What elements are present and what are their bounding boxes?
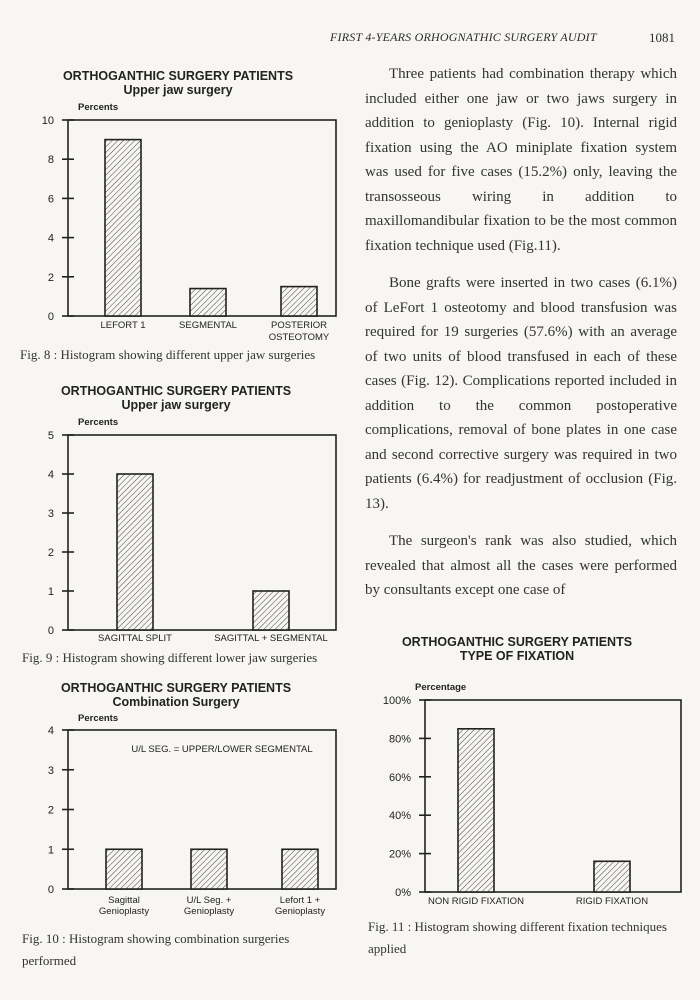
figure-11-svg bbox=[355, 628, 695, 913]
bar bbox=[191, 849, 227, 889]
y-tick-label: 80% bbox=[388, 733, 411, 746]
x-category-label: NON RIGID FIXATION bbox=[428, 896, 524, 907]
bar bbox=[282, 849, 318, 889]
y-tick-label: 5 bbox=[47, 430, 54, 442]
bar bbox=[105, 140, 141, 316]
figure-11-caption: Fig. 11 : Histogram showing different fixation techniques applied bbox=[368, 919, 667, 956]
chart-subtitle: Combination Surgery bbox=[112, 695, 240, 709]
x-category-label: SEGMENTAL bbox=[179, 320, 237, 331]
y-tick-label: 0 bbox=[47, 625, 54, 637]
x-category-label: Genioplasty bbox=[274, 906, 326, 917]
y-tick-label: 3 bbox=[47, 764, 54, 777]
bar bbox=[594, 861, 630, 892]
y-axis-label: Percents bbox=[78, 713, 119, 724]
x-category-label: SAGITTAL SPLIT bbox=[98, 633, 172, 644]
body-paragraph: The surgeon's rank was also studied, which revealed that almost all the cases were performed by consultants except one case of bbox=[365, 533, 677, 598]
x-category-label: POSTERIOR bbox=[271, 320, 327, 331]
x-category-label: OSTEOTOMY bbox=[268, 332, 330, 343]
y-tick-label: 2 bbox=[47, 271, 54, 284]
x-category-label: Lefort 1 + bbox=[279, 895, 321, 906]
bar bbox=[117, 474, 153, 630]
figure-10-svg bbox=[0, 675, 350, 920]
y-axis-label: Percents bbox=[78, 102, 119, 113]
x-category-label: Sagittal bbox=[108, 895, 140, 906]
chart-subtitle: TYPE OF FIXATION bbox=[459, 649, 575, 663]
y-axis-label: Percents bbox=[78, 417, 119, 428]
bar bbox=[253, 591, 289, 630]
y-tick-label: 100% bbox=[382, 695, 411, 707]
page-number: 1081 bbox=[649, 30, 675, 45]
figure-10-chart bbox=[0, 675, 350, 920]
y-axis-label: Percentage bbox=[415, 682, 467, 693]
y-tick-label: 10 bbox=[41, 115, 54, 127]
bar bbox=[281, 287, 317, 316]
chart-title: ORTHOGANTHIC SURGERY PATIENTS bbox=[401, 635, 633, 649]
bar bbox=[190, 289, 226, 316]
figure-10-caption: Fig. 10 : Histogram showing combination surgeries performed bbox=[22, 931, 290, 968]
y-tick-label: 2 bbox=[47, 804, 54, 817]
y-tick-label: 6 bbox=[47, 193, 54, 206]
y-tick-label: 40% bbox=[388, 810, 411, 823]
y-tick-label: 4 bbox=[47, 725, 54, 737]
bar bbox=[106, 849, 142, 889]
figure-9-caption: Fig. 9 : Histogram showing different lower jaw surgeries bbox=[22, 650, 318, 665]
figure-9-chart bbox=[0, 378, 350, 646]
y-tick-label: 60% bbox=[388, 771, 411, 784]
y-tick-label: 20% bbox=[388, 848, 411, 861]
y-tick-label: 0 bbox=[47, 884, 54, 896]
y-tick-label: 0 bbox=[47, 311, 54, 323]
figure-8-svg bbox=[0, 60, 350, 343]
figure-11-chart bbox=[355, 628, 695, 913]
x-category-label: Genioplasty bbox=[183, 906, 235, 917]
chart-title: ORTHOGANTHIC SURGERY PATIENTS bbox=[60, 384, 292, 398]
figure-8-chart bbox=[0, 60, 350, 343]
body-paragraph: Three patients had combination therapy which included either one jaw or two jaws surgery in addition to genioplasty (Fig. 10). Internal rigid fixation using the AO miniplate fixation system was used for five cases (15.2%) only, leaving the transosseous wiring in addition to maxillomandibular fixation to be the most common fixation technique used (Fig.11). bbox=[365, 66, 677, 254]
chart-title: ORTHOGANTHIC SURGERY PATIENTS bbox=[62, 69, 294, 83]
x-category-label: LEFORT 1 bbox=[100, 320, 146, 331]
body-paragraph: Bone grafts were inserted in two cases (6.1%) of LeFort 1 osteotomy and blood transfusion was required for 19 surgeries (57.6%) with an average of two units of blood transfused in each of these cases (Fig. 12). Complications reported included in addition to the common postoperative complications, removal of bone plates in one case and second corrective surgery was required in two patients (6.4%) for readjustment of occlusion (Fig. 13). bbox=[365, 275, 677, 512]
plot-frame bbox=[68, 435, 336, 630]
y-tick-label: 0% bbox=[395, 887, 411, 899]
x-category-label: U/L Seg. + bbox=[186, 895, 232, 906]
y-tick-label: 1 bbox=[47, 586, 54, 598]
x-category-label: Genioplasty bbox=[98, 906, 150, 917]
y-tick-label: 2 bbox=[47, 547, 54, 559]
y-tick-label: 4 bbox=[47, 232, 54, 245]
bar bbox=[458, 729, 494, 892]
chart-annotation: U/L SEG. = UPPER/LOWER SEGMENTAL bbox=[131, 744, 313, 755]
chart-title: ORTHOGANTHIC SURGERY PATIENTS bbox=[60, 681, 292, 695]
x-category-label: RIGID FIXATION bbox=[575, 896, 649, 907]
page-header bbox=[330, 30, 675, 50]
running-head: FIRST 4-YEARS ORHOGNATHIC SURGERY AUDIT bbox=[330, 30, 597, 44]
chart-subtitle: Upper jaw surgery bbox=[121, 398, 231, 412]
figure-9-svg bbox=[0, 378, 350, 646]
figure-8-caption: Fig. 8 : Histogram showing different upper jaw surgeries bbox=[20, 347, 316, 362]
y-tick-label: 1 bbox=[47, 844, 54, 857]
y-tick-label: 4 bbox=[47, 469, 54, 481]
x-category-label: SAGITTAL + SEGMENTAL bbox=[214, 633, 328, 644]
body-text-column bbox=[365, 62, 677, 616]
y-tick-label: 3 bbox=[47, 508, 54, 520]
y-tick-label: 8 bbox=[47, 154, 54, 167]
chart-subtitle: Upper jaw surgery bbox=[123, 83, 233, 97]
